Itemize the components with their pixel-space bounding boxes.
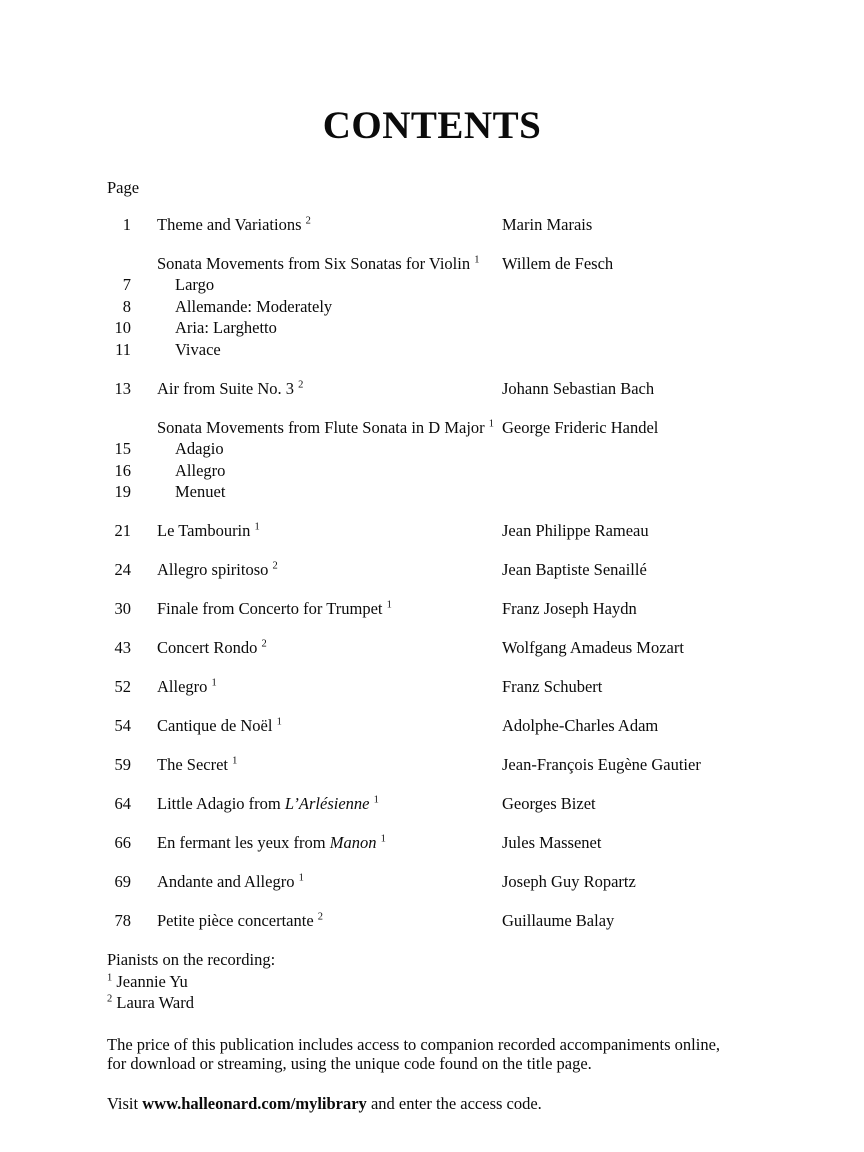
toc-entry bbox=[107, 598, 784, 620]
toc-title-segment: Allegro bbox=[175, 460, 226, 480]
toc-composer: Georges Bizet bbox=[502, 794, 596, 814]
recording-footnote-marker: 2 bbox=[298, 379, 304, 391]
toc-page-number: 10 bbox=[114, 318, 131, 338]
toc-composer: Jules Massenet bbox=[502, 833, 602, 853]
toc-title bbox=[131, 715, 502, 737]
toc-group bbox=[107, 559, 784, 581]
toc-title-segment: Allegro bbox=[157, 677, 208, 697]
toc-title-segment: Concert Rondo bbox=[157, 638, 258, 658]
toc-title-segment: Little Adagio from bbox=[157, 794, 285, 814]
toc-entry bbox=[107, 378, 784, 400]
page-title: CONTENTS bbox=[322, 104, 542, 147]
recording-footnote-marker: 2 bbox=[272, 560, 278, 572]
toc-page-number: 43 bbox=[114, 638, 131, 658]
toc-title bbox=[131, 378, 502, 400]
toc-entry bbox=[107, 520, 784, 542]
recording-footnote-marker: 1 bbox=[211, 677, 217, 689]
toc-page-number: 8 bbox=[122, 296, 131, 316]
toc-page-number: 24 bbox=[114, 560, 131, 580]
toc-entry bbox=[107, 832, 784, 854]
toc-title-segment: Theme and Variations bbox=[157, 214, 302, 234]
recording-footnote-marker: 2 bbox=[261, 638, 267, 650]
toc-subentry bbox=[107, 274, 784, 296]
toc-subentry bbox=[107, 481, 784, 503]
recording-footnote-marker: 1 bbox=[232, 755, 238, 767]
toc-entry bbox=[107, 910, 784, 932]
toc-composer: Wolfgang Amadeus Mozart bbox=[502, 638, 684, 658]
toc-page-number: 13 bbox=[114, 378, 131, 398]
toc-page-number: 7 bbox=[122, 275, 131, 295]
toc-title bbox=[131, 871, 502, 893]
toc-entry bbox=[107, 871, 784, 893]
toc-group bbox=[107, 793, 784, 815]
toc-group bbox=[107, 910, 784, 932]
toc-page-number: 15 bbox=[114, 439, 131, 459]
footnotes-items bbox=[107, 971, 784, 1014]
toc-composer: Willem de Fesch bbox=[502, 253, 614, 273]
toc-title-segment: Finale from Concerto for Trumpet bbox=[157, 599, 383, 619]
toc-title bbox=[131, 274, 502, 296]
toc-composer: George Frideric Handel bbox=[502, 417, 659, 437]
toc-title-segment: Sonata Movements from Six Sonatas for Violin bbox=[157, 253, 471, 273]
toc-title bbox=[131, 339, 502, 361]
toc-page-number: 66 bbox=[114, 833, 131, 853]
recording-footnote-marker: 1 bbox=[386, 599, 392, 611]
toc-title bbox=[131, 317, 502, 339]
toc-group bbox=[107, 520, 784, 542]
toc-title bbox=[131, 559, 502, 581]
toc-page-number: 78 bbox=[114, 911, 131, 931]
toc-title bbox=[131, 460, 502, 482]
toc-title bbox=[131, 910, 502, 932]
toc-page-number: 21 bbox=[114, 521, 131, 541]
recording-footnote-marker: 1 bbox=[474, 254, 480, 266]
toc-title-segment: Aria: Larghetto bbox=[175, 318, 277, 338]
toc-group bbox=[107, 676, 784, 698]
toc-composer bbox=[502, 438, 784, 460]
toc-subentry bbox=[107, 296, 784, 318]
toc-subentry bbox=[107, 339, 784, 361]
toc-group bbox=[107, 253, 784, 361]
toc-entry bbox=[107, 637, 784, 659]
recording-footnote-marker: 2 bbox=[317, 911, 324, 923]
toc-group bbox=[107, 871, 784, 893]
toc-page-number: 54 bbox=[114, 716, 131, 736]
toc-entry bbox=[107, 676, 784, 698]
price-note-line-1: The price of this publication includes access to companion recorded accompaniments online, bbox=[107, 1034, 721, 1054]
toc-group bbox=[107, 754, 784, 776]
toc-page-number: 69 bbox=[114, 872, 131, 892]
toc-composer bbox=[502, 274, 784, 296]
toc-title-segment: Allemande: Moderately bbox=[175, 296, 333, 316]
footnote-item bbox=[107, 992, 784, 1014]
footnote-item bbox=[107, 971, 784, 993]
visit-url: www.halleonard.com/mylibrary bbox=[142, 1093, 367, 1113]
toc-composer: Marin Marais bbox=[502, 214, 593, 234]
toc-title bbox=[131, 417, 502, 439]
toc-composer bbox=[502, 339, 784, 361]
price-note-line-2: for download or streaming, using the unique code found on the title page. bbox=[107, 1054, 592, 1074]
toc-title-segment: Petite pièce concertante bbox=[157, 911, 314, 931]
toc-composer: Franz Schubert bbox=[502, 677, 603, 697]
toc-title bbox=[131, 832, 502, 854]
toc-composer bbox=[502, 296, 784, 318]
toc-entry bbox=[107, 793, 784, 815]
toc-group bbox=[107, 598, 784, 620]
toc-entry bbox=[107, 559, 784, 581]
toc-page-number bbox=[107, 253, 131, 275]
toc-page-number: 19 bbox=[114, 482, 131, 502]
toc-title bbox=[131, 520, 502, 542]
recording-footnote-marker: 1 bbox=[380, 833, 386, 845]
toc-page-number: 16 bbox=[114, 460, 131, 480]
toc-title-segment: Le Tambourin bbox=[157, 521, 251, 541]
recording-footnote-marker: 2 bbox=[305, 215, 311, 227]
toc-title bbox=[131, 598, 502, 620]
toc-title-segment: Adagio bbox=[175, 439, 224, 459]
price-note bbox=[107, 1035, 784, 1074]
footnote-name: Jeannie Yu bbox=[116, 971, 188, 991]
toc-composer: Jean Baptiste Senaillé bbox=[502, 560, 647, 580]
toc-title-segment: Menuet bbox=[175, 482, 226, 502]
toc-title-segment: Air from Suite No. 3 bbox=[157, 378, 295, 398]
toc-page-number: 30 bbox=[114, 599, 131, 619]
toc-page-number: 59 bbox=[114, 755, 131, 775]
toc-group bbox=[107, 715, 784, 737]
toc-page-number: 52 bbox=[114, 677, 131, 697]
toc-composer: Jean Philippe Rameau bbox=[502, 521, 649, 541]
toc-title bbox=[131, 438, 502, 460]
toc-subentry bbox=[107, 460, 784, 482]
toc-title-segment: Largo bbox=[175, 275, 215, 295]
toc-composer: Johann Sebastian Bach bbox=[502, 378, 655, 398]
recording-footnote-marker: 1 bbox=[298, 872, 304, 884]
toc-group bbox=[107, 832, 784, 854]
toc-composer: Joseph Guy Ropartz bbox=[502, 872, 636, 892]
toc-entry bbox=[107, 253, 784, 275]
toc-title bbox=[131, 676, 502, 698]
toc-composer bbox=[502, 481, 784, 503]
toc-group bbox=[107, 637, 784, 659]
toc-title bbox=[131, 754, 502, 776]
toc-page-number: 1 bbox=[122, 214, 131, 234]
toc-entry bbox=[107, 214, 784, 236]
footnote-marker: 1 bbox=[107, 972, 113, 984]
toc-group bbox=[107, 378, 784, 400]
toc-composer: Jean-François Eugène Gautier bbox=[502, 755, 701, 775]
toc-composer bbox=[502, 460, 784, 482]
toc-group bbox=[107, 417, 784, 503]
footnote-marker: 2 bbox=[107, 993, 113, 1005]
page-column-label: Page bbox=[107, 177, 140, 197]
toc-composer: Guillaume Balay bbox=[502, 911, 615, 931]
toc-entry bbox=[107, 417, 784, 439]
toc-composer: Franz Joseph Haydn bbox=[502, 599, 637, 619]
visit-note bbox=[107, 1093, 784, 1114]
toc-subentry bbox=[107, 438, 784, 460]
toc-title-segment: Vivace bbox=[175, 339, 221, 359]
recording-footnotes bbox=[107, 949, 784, 1014]
toc-title-segment: Cantique de Noël bbox=[157, 716, 273, 736]
toc-title bbox=[131, 793, 502, 815]
contents-body bbox=[0, 177, 864, 1114]
recording-footnote-marker: 1 bbox=[488, 418, 495, 430]
toc-title-segment: Andante and Allegro bbox=[157, 872, 295, 892]
footnotes-heading: Pianists on the recording: bbox=[107, 950, 276, 970]
footnote-name: Laura Ward bbox=[116, 993, 194, 1013]
toc-title-segment: The Secret bbox=[157, 755, 229, 775]
toc-title bbox=[131, 253, 502, 275]
visit-prefix: Visit bbox=[107, 1093, 143, 1113]
toc-title-segment: L’Arlésienne bbox=[284, 794, 370, 814]
toc-title-segment: Allegro spiritoso bbox=[157, 560, 269, 580]
toc-page-number: 64 bbox=[114, 794, 131, 814]
toc-title bbox=[131, 637, 502, 659]
toc-title-segment: Sonata Movements from Flute Sonata in D Major bbox=[157, 417, 485, 437]
toc-composer: Adolphe-Charles Adam bbox=[502, 716, 659, 736]
toc-page-number: 11 bbox=[115, 339, 131, 359]
toc-title bbox=[131, 481, 502, 503]
recording-footnote-marker: 1 bbox=[254, 521, 260, 533]
toc-page-number bbox=[107, 417, 131, 439]
toc-entry bbox=[107, 715, 784, 737]
toc-subentry bbox=[107, 317, 784, 339]
toc-title-segment: En fermant les yeux from bbox=[157, 833, 330, 853]
toc-title bbox=[131, 214, 502, 236]
recording-footnote-marker: 1 bbox=[373, 794, 379, 806]
toc-list bbox=[107, 214, 784, 932]
toc-title bbox=[131, 296, 502, 318]
visit-suffix: and enter the access code. bbox=[366, 1093, 542, 1113]
recording-footnote-marker: 1 bbox=[276, 716, 282, 728]
toc-group bbox=[107, 214, 784, 236]
toc-entry bbox=[107, 754, 784, 776]
toc-title-segment: Manon bbox=[329, 833, 377, 853]
toc-composer bbox=[502, 317, 784, 339]
